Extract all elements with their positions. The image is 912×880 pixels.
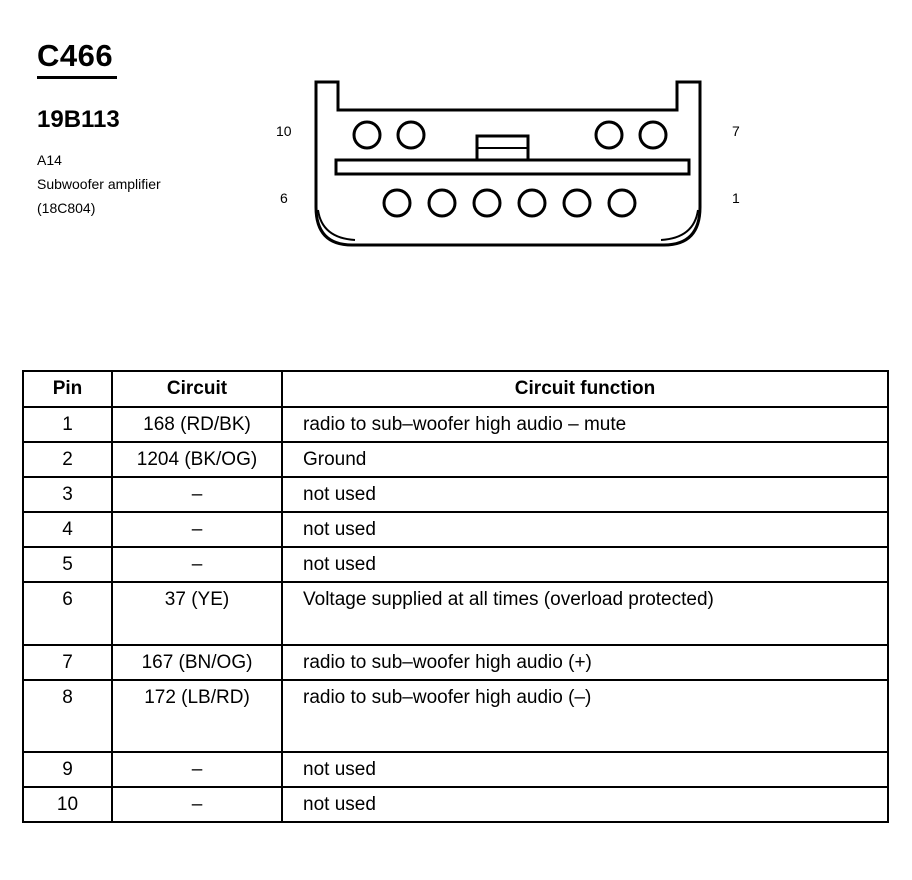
cell-pin: 10 bbox=[23, 787, 112, 822]
connector-housing bbox=[316, 82, 700, 245]
cell-function: not used bbox=[282, 512, 888, 547]
pin-6-socket bbox=[384, 190, 410, 216]
pin-7-socket bbox=[640, 122, 666, 148]
pin-8-socket bbox=[596, 122, 622, 148]
pin-9-socket bbox=[398, 122, 424, 148]
pin-label-bottom-left: 6 bbox=[280, 190, 288, 206]
pin-table bbox=[22, 370, 889, 823]
cell-pin: 6 bbox=[23, 582, 112, 645]
cell-pin: 2 bbox=[23, 442, 112, 477]
header-pin: Pin bbox=[23, 371, 112, 407]
part-number: 19B113 bbox=[37, 106, 120, 133]
table-row bbox=[23, 407, 888, 442]
table-row bbox=[23, 645, 888, 680]
table-row bbox=[23, 680, 888, 752]
cell-function: radio to sub–woofer high audio (–) bbox=[282, 680, 888, 752]
cell-function: not used bbox=[282, 752, 888, 787]
component-name: Subwoofer amplifier bbox=[37, 176, 161, 192]
cell-circuit: 168 (RD/BK) bbox=[112, 407, 282, 442]
cell-pin: 7 bbox=[23, 645, 112, 680]
cell-function: radio to sub–woofer high audio (+) bbox=[282, 645, 888, 680]
cell-circuit: – bbox=[112, 787, 282, 822]
cell-pin: 1 bbox=[23, 407, 112, 442]
cell-function: not used bbox=[282, 547, 888, 582]
connector-id: C466 bbox=[37, 38, 114, 73]
table-header-row bbox=[23, 371, 888, 407]
table-row bbox=[23, 477, 888, 512]
pin-label-top-right: 7 bbox=[732, 123, 740, 139]
table-row bbox=[23, 752, 888, 787]
component-ref: (18C804) bbox=[37, 200, 96, 216]
cell-circuit: 172 (LB/RD) bbox=[112, 680, 282, 752]
cell-circuit: 37 (YE) bbox=[112, 582, 282, 645]
pin-3-socket bbox=[519, 190, 545, 216]
pin-5-socket bbox=[429, 190, 455, 216]
cell-circuit: 1204 (BK/OG) bbox=[112, 442, 282, 477]
table-row bbox=[23, 582, 888, 645]
cell-pin: 3 bbox=[23, 477, 112, 512]
cell-function: not used bbox=[282, 477, 888, 512]
cell-circuit: – bbox=[112, 512, 282, 547]
cell-circuit: – bbox=[112, 547, 282, 582]
pin-label-top-left: 10 bbox=[276, 123, 292, 139]
cell-circuit: 167 (BN/OG) bbox=[112, 645, 282, 680]
cell-pin: 5 bbox=[23, 547, 112, 582]
connector-face-diagram bbox=[0, 0, 912, 300]
cell-pin: 8 bbox=[23, 680, 112, 752]
header-circuit: Circuit bbox=[112, 371, 282, 407]
pin-label-bottom-right: 1 bbox=[732, 190, 740, 206]
cell-pin: 4 bbox=[23, 512, 112, 547]
divider-bar bbox=[336, 160, 689, 174]
cell-function: radio to sub–woofer high audio – mute bbox=[282, 407, 888, 442]
cell-function: not used bbox=[282, 787, 888, 822]
table-row bbox=[23, 547, 888, 582]
pin-4-socket bbox=[474, 190, 500, 216]
cell-function: Voltage supplied at all times (overload protected) bbox=[282, 582, 888, 645]
pin-2-socket bbox=[564, 190, 590, 216]
cell-circuit: – bbox=[112, 752, 282, 787]
location-code: A14 bbox=[37, 152, 62, 168]
table-row bbox=[23, 787, 888, 822]
pin-1-socket bbox=[609, 190, 635, 216]
header-circuit-function: Circuit function bbox=[282, 371, 888, 407]
table-row bbox=[23, 512, 888, 547]
cell-function: Ground bbox=[282, 442, 888, 477]
pin-10-socket bbox=[354, 122, 380, 148]
cell-circuit: – bbox=[112, 477, 282, 512]
table-row bbox=[23, 442, 888, 477]
cell-pin: 9 bbox=[23, 752, 112, 787]
